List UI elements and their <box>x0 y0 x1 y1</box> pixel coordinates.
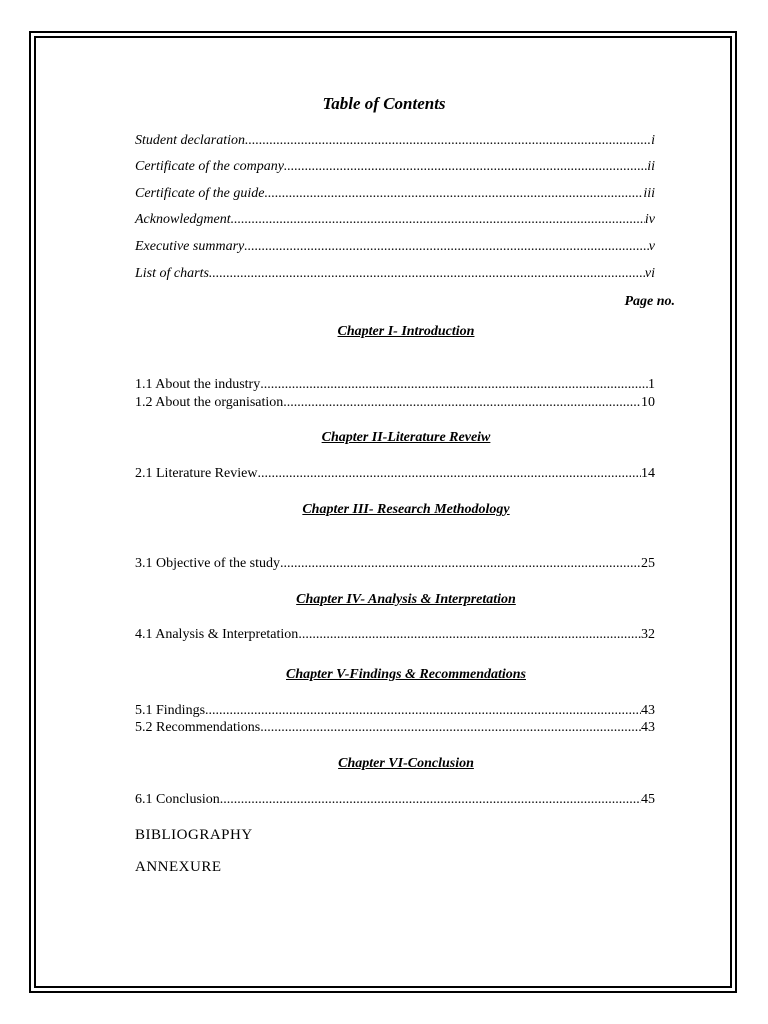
toc-entry-certificate-guide[interactable] <box>135 186 655 202</box>
toc-entry-page: iii <box>643 186 655 201</box>
toc-entry-3-1[interactable] <box>135 556 655 572</box>
leader-dots <box>264 186 643 202</box>
chapter-heading-5: Chapter V-Findings & Recommendations <box>286 667 526 682</box>
leader-dots <box>298 627 641 643</box>
toc-entry-page: v <box>648 239 655 254</box>
toc-entry-acknowledgment[interactable] <box>135 212 655 228</box>
leader-dots <box>280 556 641 572</box>
toc-entry-annexure[interactable]: ANNEXURE <box>135 859 222 875</box>
toc-entry-1-2[interactable] <box>135 395 655 411</box>
toc-entry-bibliography[interactable]: BIBLIOGRAPHY <box>135 827 253 843</box>
chapter-heading-2: Chapter II-Literature Reveiw <box>321 430 491 445</box>
toc-entry-label: Student declaration <box>135 133 246 148</box>
toc-entry-page: ii <box>647 159 655 174</box>
toc-entry-label: 5.2 Recommendations <box>135 720 261 735</box>
toc-entry-list-of-charts[interactable] <box>135 266 655 282</box>
toc-entry-page: 10 <box>641 395 655 410</box>
toc-entry-label: 1.1 About the industry <box>135 377 261 392</box>
toc-entry-page: 25 <box>641 556 655 571</box>
toc-entry-label: 2.1 Literature Review <box>135 466 258 481</box>
toc-entry-page: 45 <box>641 792 655 807</box>
leader-dots <box>244 239 649 255</box>
chapter-heading-6: Chapter VI-Conclusion <box>338 756 474 771</box>
leader-dots <box>209 266 645 282</box>
toc-entry-2-1[interactable] <box>135 466 655 482</box>
toc-entry-label: Certificate of the company <box>135 159 284 174</box>
page-no-heading: Page no. <box>624 294 675 309</box>
toc-entry-label: 6.1 Conclusion <box>135 792 220 807</box>
leader-dots <box>220 792 641 808</box>
toc-entry-label: Acknowledgment <box>135 212 231 227</box>
toc-entry-label: Executive summary <box>135 239 245 254</box>
toc-entry-5-2[interactable] <box>135 720 655 736</box>
toc-entry-page: i <box>651 133 655 148</box>
toc-entry-page: 1 <box>648 377 655 392</box>
toc-entry-label: 5.1 Findings <box>135 703 206 718</box>
leader-dots <box>257 466 641 482</box>
toc-entry-label: Certificate of the guide <box>135 186 265 201</box>
toc-entry-executive-summary[interactable] <box>135 239 655 255</box>
toc-entry-page: 43 <box>641 720 655 735</box>
toc-entry-student-declaration[interactable] <box>135 133 655 149</box>
toc-entry-label: 4.1 Analysis & Interpretation <box>135 627 299 642</box>
leader-dots <box>260 720 641 736</box>
toc-title: Table of Contents <box>322 94 446 113</box>
toc-entry-page: 14 <box>641 466 655 481</box>
toc-entry-certificate-company[interactable] <box>135 159 655 175</box>
toc-entry-page: iv <box>644 212 655 227</box>
toc-entry-4-1[interactable] <box>135 627 655 643</box>
chapter-heading-4: Chapter IV- Analysis & Interpretation <box>296 592 516 607</box>
chapter-heading-3: Chapter III- Research Methodology <box>302 502 510 517</box>
toc-entry-page: vi <box>644 266 655 281</box>
toc-entry-page: 43 <box>641 703 655 718</box>
toc-entry-6-1[interactable] <box>135 792 655 808</box>
toc-entry-label: 3.1 Objective of the study <box>135 556 281 571</box>
toc-entry-page: 32 <box>641 627 655 642</box>
toc-entry-1-1[interactable] <box>135 377 655 393</box>
leader-dots <box>205 703 641 719</box>
chapter-heading-1: Chapter I- Introduction <box>337 324 475 339</box>
toc-entry-5-1[interactable] <box>135 703 655 719</box>
leader-dots <box>260 377 648 393</box>
toc-entry-label: 1.2 About the organisation <box>135 395 284 410</box>
leader-dots <box>245 133 651 149</box>
leader-dots <box>231 212 645 228</box>
leader-dots <box>284 159 647 175</box>
leader-dots <box>283 395 641 411</box>
toc-entry-label: List of charts <box>135 266 209 281</box>
